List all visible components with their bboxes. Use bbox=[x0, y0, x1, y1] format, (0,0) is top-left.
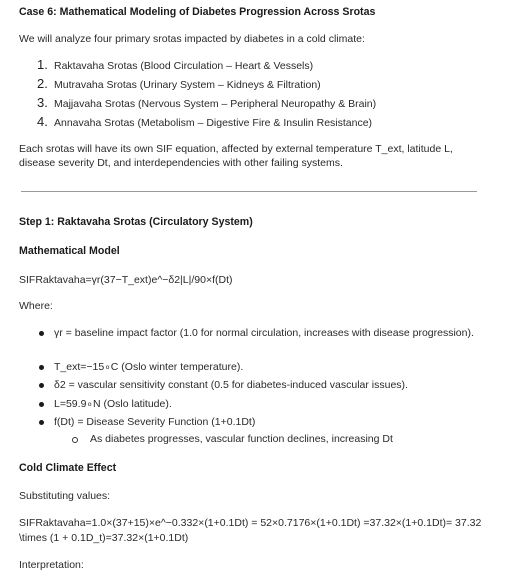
list-item-text: Majjavaha Srotas (Nervous System – Peripheral Neuropathy & Brain) bbox=[54, 98, 377, 110]
list-item bbox=[37, 76, 321, 91]
step1-title: Step 1: Raktavaha Srotas (Circulatory System) bbox=[19, 216, 253, 228]
definition-item: f(Dt) = Disease Severity Function (1+0.1Dt) bbox=[54, 416, 256, 428]
list-item bbox=[37, 114, 372, 129]
hollow-bullet-icon bbox=[72, 437, 78, 443]
bullet-icon bbox=[39, 420, 44, 425]
list-item-text: Annavaha Srotas (Metabolism – Digestive Fire & Insulin Resistance) bbox=[54, 117, 373, 129]
where-label: Where: bbox=[19, 300, 53, 312]
equation: SIFRaktavaha=γr(37−T_ext)e^−δ2|L|/90×f(Dt) bbox=[19, 274, 233, 286]
interpretation-label: Interpretation: bbox=[19, 559, 84, 571]
list-item-text: Raktavaha Srotas (Blood Circulation – Heart & Vessels) bbox=[54, 60, 314, 72]
list-item bbox=[37, 57, 313, 72]
definition-item: T_ext=−15∘C (Oslo winter temperature). bbox=[54, 361, 244, 373]
substituting-label: Substituting values: bbox=[19, 490, 111, 502]
calculation: SIFRaktavaha=1.0×(37+15)×e^−0.332×(1+0.1Dt) = 52×0.7176×(1+0.1Dt) =37.32×(1+0.1Dt)= 37.32 \times (1 + 0.1D_t)=37.32×(1+0.1Dt) bbox=[19, 517, 482, 544]
section-divider bbox=[21, 191, 477, 192]
bullet-icon bbox=[39, 365, 44, 370]
list-number: 1. bbox=[37, 57, 48, 72]
bullet-icon bbox=[39, 402, 44, 407]
cold-climate-heading: Cold Climate Effect bbox=[19, 462, 117, 474]
definition-item: δ2 = vascular sensitivity constant (0.5 for diabetes-induced vascular issues). bbox=[54, 379, 408, 391]
sub-definition-item: As diabetes progresses, vascular function declines, increasing Dt bbox=[90, 433, 393, 445]
list-item-text: Mutravaha Srotas (Urinary System – Kidneys & Filtration) bbox=[54, 79, 321, 91]
list-number: 3. bbox=[37, 95, 48, 110]
case-title: Case 6: Mathematical Modeling of Diabetes Progression Across Srotas bbox=[19, 6, 376, 18]
intro-paragraph: We will analyze four primary srotas impacted by diabetes in a cold climate: bbox=[19, 33, 365, 45]
bullet-icon bbox=[39, 383, 44, 388]
list-number: 2. bbox=[37, 76, 48, 91]
list-item bbox=[37, 95, 376, 110]
bullet-icon bbox=[39, 331, 44, 336]
definition-item: L=59.9∘N (Oslo latitude). bbox=[54, 398, 172, 410]
math-model-heading: Mathematical Model bbox=[19, 245, 120, 257]
list-number: 4. bbox=[37, 114, 48, 129]
summary-paragraph: Each srotas will have its own SIF equation, affected by external temperature T_ext, latitude L, disease severity Dt, and interdependencies with other failing systems. bbox=[19, 143, 453, 169]
definition-item: γr = baseline impact factor (1.0 for normal circulation, increases with disease progression). bbox=[54, 327, 474, 339]
